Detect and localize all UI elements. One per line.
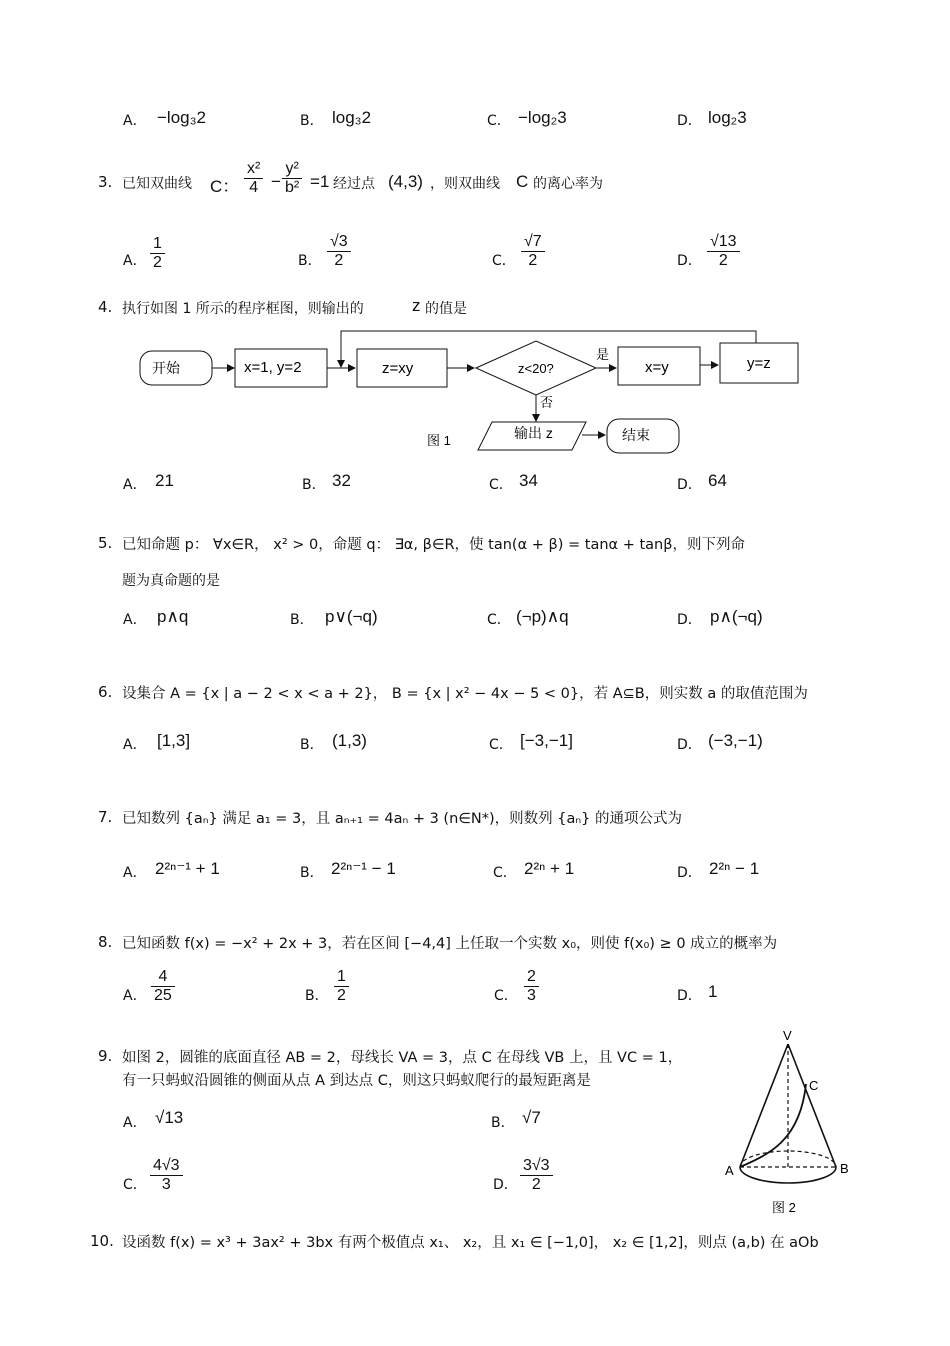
flow-decision-label: z<20?	[518, 361, 554, 376]
q3-number: 3.	[98, 173, 113, 191]
denominator: 2	[334, 986, 349, 1005]
q9-option-c	[150, 1157, 183, 1194]
flow-yes-label: 是	[596, 347, 610, 362]
q8-option-d-label: D．	[677, 988, 702, 1004]
figure-2-caption: 图 2	[772, 1200, 796, 1215]
q5-number: 5.	[98, 534, 113, 552]
flow-no-label: 否	[540, 395, 554, 410]
figure-1-caption: 图 1	[427, 433, 451, 448]
denominator: 2	[521, 251, 545, 270]
numerator: y²	[285, 160, 299, 177]
flowchart-figure-1	[130, 325, 810, 460]
q2-option-c-label: C．	[487, 113, 511, 129]
q10-line: 设函数 f(x) = x³ + 3ax² + 3bx 有两个极值点 x₁、 x₂，且 x₁ ∈ [−1,0]， x₂ ∈ [1,2]，则点 (a,b) 在 aOb	[122, 1235, 819, 1251]
q5-option-c-label: C．	[487, 612, 511, 628]
q7-option-a: 2²ⁿ⁻¹ + 1	[155, 859, 220, 878]
q9-option-c-label: C．	[123, 1177, 147, 1193]
cone-figure-2	[720, 1022, 860, 1222]
q3-option-b-label: B．	[298, 253, 322, 269]
q8-option-b	[334, 968, 349, 1005]
q3-option-a-label: A．	[123, 253, 147, 269]
denominator: 4	[244, 178, 263, 197]
q3-option-b	[327, 233, 351, 270]
numerator: 4	[158, 968, 168, 985]
q5-option-b-label: B．	[290, 612, 314, 628]
q4-option-d: 64	[708, 471, 727, 490]
q8-option-a	[151, 968, 175, 1005]
denominator: 2	[707, 251, 740, 270]
q6-option-b-label: B．	[300, 737, 324, 753]
numerator: √3	[330, 233, 348, 250]
q6-option-a-label: A．	[123, 737, 147, 753]
q6-number: 6.	[98, 683, 113, 701]
q2-option-b: log₃2	[332, 108, 372, 127]
q7-number: 7.	[98, 808, 113, 826]
flow-end-label: 结束	[622, 427, 650, 443]
q7-option-c-label: C．	[493, 865, 517, 881]
q4-option-c-label: C．	[489, 477, 513, 493]
q2-option-c: −log₂3	[518, 108, 567, 127]
q4-stem: 执行如图 1 所示的程序框图，则输出的	[122, 301, 364, 317]
q6-option-b: (1,3)	[332, 731, 367, 750]
q8-line: 已知函数 f(x) = −x² + 2x + 3，若在区间 [−4,4] 上任取一个实数 x₀，则使 f(x₀) ≥ 0 成立的概率为	[122, 936, 778, 952]
q5-option-d: p∧(¬q)	[710, 607, 763, 626]
numerator: √7	[524, 233, 542, 250]
q9-option-d	[520, 1157, 553, 1194]
flow-assign-x-label: x=y	[645, 359, 669, 376]
q3-stem-a: 已知双曲线	[122, 176, 192, 192]
flow-init-label: x=1, y=2	[244, 359, 302, 376]
q9-line-2: 有一只蚂蚁沿圆锥的侧面从点 A 到达点 C，则这只蚂蚁爬行的最短距离是	[122, 1073, 591, 1089]
q3-curve-2: C	[516, 172, 529, 191]
q9-number: 9.	[98, 1047, 113, 1065]
numerator: 2	[527, 968, 536, 985]
numerator: 1	[337, 968, 346, 985]
q7-option-a-label: A．	[123, 865, 147, 881]
q2-option-d-label: D．	[677, 113, 702, 129]
numerator: x²	[247, 160, 261, 177]
q5-option-c: (¬p)∧q	[516, 607, 569, 626]
q8-option-c-label: C．	[494, 988, 518, 1004]
q7-option-c: 2²ⁿ + 1	[524, 859, 575, 878]
q9-option-a: √13	[155, 1108, 184, 1127]
q10-number: 10.	[90, 1232, 114, 1250]
q6-line: 设集合 A = {x | a − 2 < x < a + 2}， B = {x | x² − 4x − 5 < 0}，若 A⊆B，则实数 a 的取值范围为	[122, 686, 808, 702]
q4-option-c: 34	[519, 471, 538, 490]
q2-option-d: log₂3	[708, 108, 747, 127]
q9-option-a-label: A．	[123, 1115, 147, 1131]
cone-label-c: C	[809, 1078, 819, 1093]
q8-option-d: 1	[708, 982, 718, 1001]
q6-option-d: (−3,−1)	[708, 731, 763, 750]
q2-option-a: −log₃2	[157, 108, 206, 127]
denominator: 2	[327, 251, 351, 270]
q6-option-d-label: D．	[677, 737, 702, 753]
q4-var: z	[412, 296, 421, 315]
numerator: 3√3	[523, 1157, 550, 1174]
q2-option-a-label: A．	[123, 113, 147, 129]
q8-option-c	[524, 968, 539, 1005]
denominator: b²	[282, 178, 302, 197]
cone-label-b: B	[840, 1161, 849, 1176]
q7-line: 已知数列 {aₙ} 满足 a₁ = 3，且 aₙ₊₁ = 4aₙ + 3 (n∈N*)，则数列 {aₙ} 的通项公式为	[122, 811, 682, 827]
denominator: 3	[150, 1175, 183, 1194]
q3-fraction-2	[282, 160, 302, 197]
q5-line-1: 已知命题 p： ∀x∈R， x² > 0，命题 q： ∃α, β∈R，使 tan(α + β) = tanα + tanβ，则下列命	[122, 537, 745, 553]
numerator: 4√3	[153, 1157, 180, 1174]
q3-option-d-label: D．	[677, 253, 702, 269]
q3-option-a	[150, 235, 165, 272]
q3-option-c	[521, 233, 545, 270]
q9-option-b-label: B．	[491, 1115, 515, 1131]
q8-option-b-label: B．	[305, 988, 329, 1004]
q6-option-c-label: C．	[489, 737, 513, 753]
q6-option-c: [−3,−1]	[520, 731, 573, 750]
denominator: 25	[151, 986, 175, 1005]
denominator: 2	[150, 253, 165, 272]
q9-option-b: √7	[522, 1108, 541, 1127]
q7-option-b: 2²ⁿ⁻¹ − 1	[331, 859, 396, 878]
q3-option-c-label: C．	[492, 253, 516, 269]
q5-option-d-label: D．	[677, 612, 702, 628]
numerator: 1	[153, 235, 162, 252]
q4-option-d-label: D．	[677, 477, 702, 493]
q3-option-d	[707, 233, 740, 270]
q5-line-2: 题为真命题的是	[122, 573, 220, 589]
q4-option-b-label: B．	[302, 477, 326, 493]
q3-stem-b: 经过点	[333, 176, 375, 192]
q4-number: 4.	[98, 298, 113, 316]
flow-start-label: 开始	[152, 360, 180, 376]
q3-stem-d: 的离心率为	[533, 176, 603, 192]
q3-fraction-1	[244, 160, 263, 197]
q9-option-d-label: D．	[493, 1177, 518, 1193]
q4-option-a: 21	[155, 471, 174, 490]
q4-option-a-label: A．	[123, 477, 147, 493]
q7-option-b-label: B．	[300, 865, 324, 881]
q7-option-d-label: D．	[677, 865, 702, 881]
q4-option-b: 32	[332, 471, 351, 490]
q5-option-a-label: A．	[123, 612, 147, 628]
q3-minus: −	[271, 172, 281, 191]
cone-label-a: A	[725, 1163, 734, 1178]
cone-label-v: V	[783, 1028, 792, 1043]
denominator: 2	[520, 1175, 553, 1194]
flow-calc-label: z=xy	[382, 360, 414, 377]
q5-option-a: p∧q	[157, 607, 189, 626]
q9-line-1: 如图 2，圆锥的底面直径 AB = 2，母线长 VA = 3，点 C 在母线 VB 上，且 VC = 1，	[122, 1050, 683, 1066]
q3-curve: C：	[210, 177, 240, 196]
q3-point: (4,3)	[388, 172, 423, 191]
flow-assign-y-label: y=z	[747, 355, 771, 372]
q6-option-a: [1,3]	[157, 731, 191, 750]
q8-option-a-label: A．	[123, 988, 147, 1004]
q3-equals: =1	[310, 172, 330, 191]
flow-output-label: 输出 z	[514, 425, 553, 441]
q8-number: 8.	[98, 933, 113, 951]
q4-stem-b: 的值是	[425, 301, 467, 317]
numerator: √13	[710, 233, 737, 250]
q2-option-b-label: B．	[300, 113, 324, 129]
q3-stem-c: ，则双曲线	[430, 176, 500, 192]
denominator: 3	[524, 986, 539, 1005]
q7-option-d: 2²ⁿ − 1	[709, 859, 760, 878]
q5-option-b: p∨(¬q)	[325, 607, 378, 626]
